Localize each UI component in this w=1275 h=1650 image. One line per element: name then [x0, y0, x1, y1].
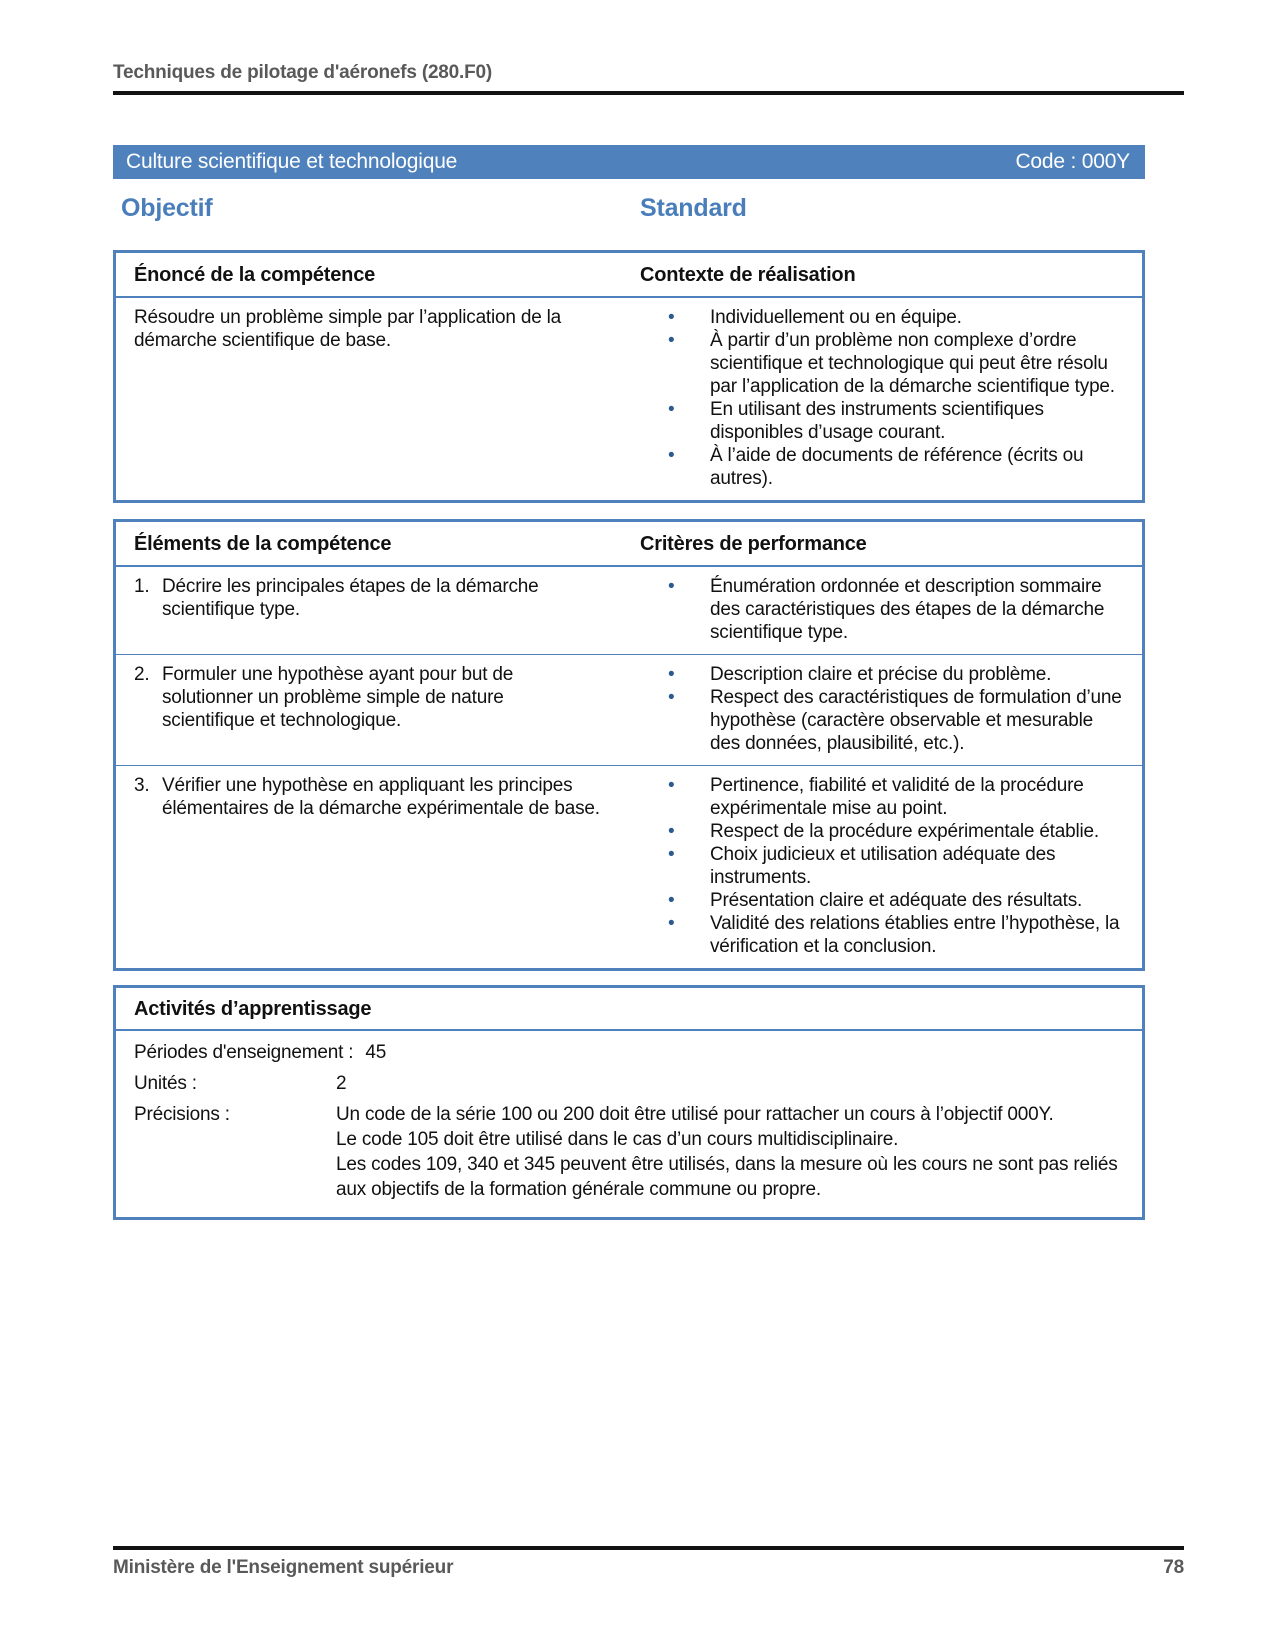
element-cell: [116, 655, 640, 765]
objectif-heading: Objectif: [121, 194, 213, 222]
item-number: 2.: [134, 664, 150, 685]
list-item: [640, 329, 1132, 398]
list-item: [640, 889, 1132, 912]
context-bullet-list: [640, 298, 1142, 500]
list-item: [640, 843, 1132, 889]
criteria-cell: [640, 766, 1142, 968]
precisions-line: Les codes 109, 340 et 345 peuvent être utilisés, dans la mesure où les cours ne sont pas reliés aux objectifs de la formation générale commune ou propre.: [336, 1154, 1118, 1200]
numbered-item: [134, 663, 600, 732]
bullet-icon: •: [668, 844, 675, 865]
bullet-text: En utilisant des instruments scientifiques disponibles d’usage courant.: [710, 399, 1044, 443]
list-item: [640, 912, 1132, 958]
bullet-icon: •: [668, 664, 675, 685]
table-row: [116, 765, 1142, 968]
standard-heading: Standard: [640, 194, 747, 222]
competency-table: [113, 250, 1145, 503]
activities-title: Activités d’apprentissage: [116, 988, 1142, 1031]
bullet-icon: •: [668, 821, 675, 842]
page-footer: [113, 1546, 1184, 1579]
header-elements: Éléments de la compétence: [134, 533, 392, 555]
elements-table-header: [116, 522, 1142, 567]
bullet-text: Énumération ordonnée et description sommaire des caractéristiques des étapes de la démarche scientifique type.: [710, 576, 1105, 643]
list-item: [640, 663, 1132, 686]
precisions-line: Le code 105 doit être utilisé dans le cas d’un cours multidisciplinaire.: [336, 1129, 899, 1150]
footer-ministry: Ministère de l'Enseignement supérieur: [113, 1557, 454, 1578]
bullet-text: Choix judicieux et utilisation adéquate des instruments.: [710, 844, 1056, 888]
bullet-text: Individuellement ou en équipe.: [710, 307, 962, 328]
element-cell: [116, 766, 640, 968]
item-number: 3.: [134, 775, 150, 796]
competency-table-body: [116, 298, 1142, 500]
course-banner: [113, 145, 1145, 179]
column-headings: [113, 194, 1145, 223]
list-item: [640, 774, 1132, 820]
bullet-icon: •: [668, 576, 675, 597]
elements-table: [113, 519, 1145, 971]
list-item: [640, 686, 1132, 755]
item-text: Décrire les principales étapes de la démarche scientifique type.: [162, 576, 539, 620]
list-item: [640, 444, 1132, 490]
element-cell: [116, 567, 640, 654]
list-item: [640, 306, 1132, 329]
bullet-text: Respect de la procédure expérimentale établie.: [710, 821, 1099, 842]
bullet-text: Description claire et précise du problème.: [710, 664, 1052, 685]
periods-label: Périodes d'enseignement :: [134, 1042, 354, 1063]
list-item: [640, 398, 1132, 444]
numbered-item: [134, 575, 600, 621]
periods-value: 45: [365, 1042, 387, 1063]
criteria-cell: [640, 567, 1142, 654]
banner-title: Culture scientifique et technologique: [126, 150, 458, 173]
bullet-text: À partir d’un problème non complexe d’ordre scientifique et technologique qui peut être résolu par l’application de la démarche scientifique type.: [710, 330, 1115, 397]
table-row: [116, 654, 1142, 765]
competency-table-header: [116, 253, 1142, 298]
precisions-row: [116, 1099, 1142, 1205]
units-label: Unités :: [134, 1073, 197, 1094]
item-number: 1.: [134, 576, 150, 597]
page-header: [113, 62, 1184, 95]
bullet-icon: •: [668, 913, 675, 934]
item-text: Formuler une hypothèse ayant pour but de solutionner un problème simple de nature scientifique et technologique.: [162, 664, 514, 731]
bullet-icon: •: [668, 307, 675, 328]
activities-table: [113, 985, 1145, 1220]
precisions-value: [336, 1102, 1128, 1202]
precisions-label: Précisions :: [134, 1104, 230, 1125]
table-row: [116, 567, 1142, 654]
competency-statement: Résoudre un problème simple par l’application de la démarche scientifique de base.: [134, 307, 562, 351]
criteria-cell: [640, 655, 1142, 765]
header-enonce: Énoncé de la compétence: [134, 264, 376, 286]
bullet-icon: •: [668, 687, 675, 708]
header-criteres: Critères de performance: [640, 533, 867, 555]
bullet-icon: •: [668, 445, 675, 466]
numbered-item: [134, 774, 600, 820]
precisions-line: Un code de la série 100 ou 200 doit être utilisé pour rattacher un cours à l’objectif 000Y.: [336, 1104, 1054, 1125]
bullet-icon: •: [668, 890, 675, 911]
bullet-text: Présentation claire et adéquate des résultats.: [710, 890, 1083, 911]
list-item: [640, 820, 1132, 843]
page-number: 78: [1163, 1557, 1184, 1578]
bullet-icon: •: [668, 399, 675, 420]
units-row: [116, 1068, 1142, 1099]
item-text: Vérifier une hypothèse en appliquant les principes élémentaires de la démarche expérimentale de base.: [162, 775, 600, 819]
bullet-icon: •: [668, 330, 675, 351]
page-header-title: Techniques de pilotage d'aéronefs (280.F0): [113, 62, 493, 83]
bullet-text: À l’aide de documents de référence (écrits ou autres).: [710, 445, 1084, 489]
activities-body: [116, 1031, 1142, 1217]
list-item: [640, 575, 1132, 644]
page-content: [113, 250, 1145, 1220]
periods-row: [116, 1037, 1142, 1068]
bullet-text: Respect des caractéristiques de formulation d’une hypothèse (caractère observable et mesurable des données, plausibilité, etc.).: [710, 687, 1122, 754]
bullet-text: Validité des relations établies entre l’hypothèse, la vérification et la conclusion.: [710, 913, 1120, 957]
banner-code: Code : 000Y: [1015, 150, 1130, 173]
bullet-icon: •: [668, 775, 675, 796]
bullet-text: Pertinence, fiabilité et validité de la procédure expérimentale mise au point.: [710, 775, 1084, 819]
header-contexte: Contexte de réalisation: [640, 264, 856, 286]
units-value: 2: [336, 1073, 347, 1094]
